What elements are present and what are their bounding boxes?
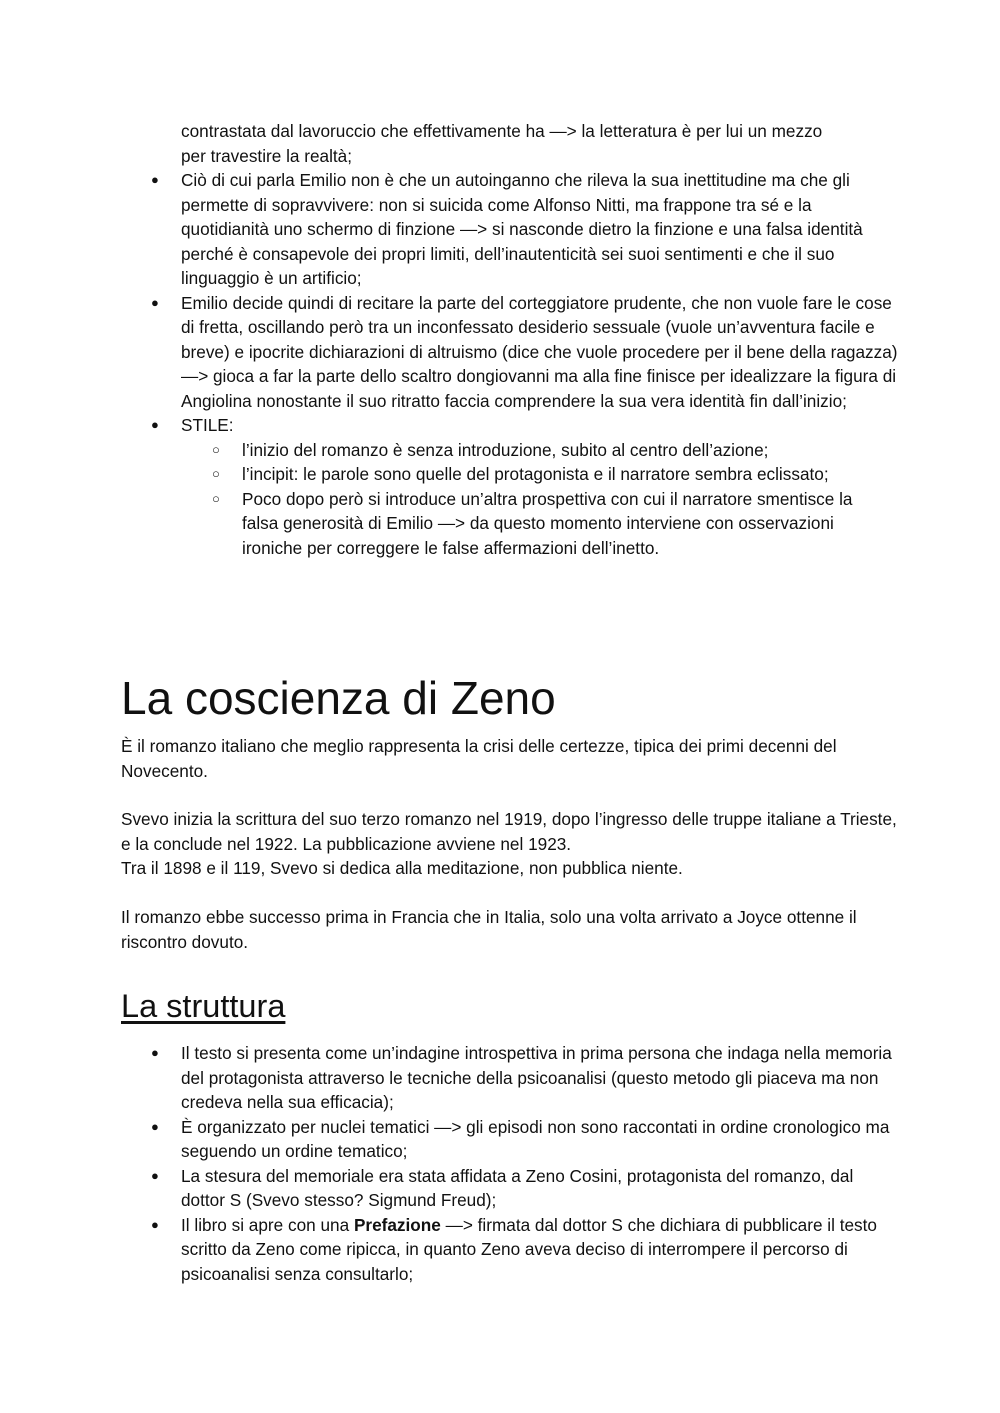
text-line: per travestire la realtà; — [181, 145, 352, 166]
paragraph: È il romanzo italiano che meglio rappresenta la crisi delle certezze, tipica dei primi decenni del Novecento. — [121, 736, 837, 781]
paragraph: Il romanzo ebbe successo prima in Francia che in Italia, solo una volta arrivato a Joyce ottenne il riscontro dovuto. — [121, 907, 857, 952]
stile-label: STILE: — [181, 415, 234, 435]
list-item: ● Il testo si presenta come un’indagine introspettiva in prima persona che indaga nella memoria del protagonista attraverso le tecniche della psicoanalisi (questo metodo gli piaceva ma non credeva nella sua efficacia); — [0, 1041, 901, 1115]
heading-la-struttura: La struttura — [121, 988, 286, 1024]
continued-bullet-text — [181, 119, 901, 168]
list-item: ● La stesura del memoriale era stata affidata a Zeno Cosini, protagonista del romanzo, dal dottor S (Svevo stesso? Sigmund Freud); — [0, 1164, 901, 1213]
text-run: Il libro si apre con una — [181, 1214, 354, 1235]
paragraph: Tra il 1898 e il 119, Svevo si dedica alla meditazione, non pubblica niente. — [121, 858, 683, 878]
sub-list-stile — [181, 438, 901, 561]
bullet-list-struttura — [0, 1041, 901, 1286]
sub-list-item: ○ l’inizio del romanzo è senza introduzione, subito al centro dell’azione; — [181, 438, 879, 463]
heading-la-coscienza-di-zeno: La coscienza di Zeno — [121, 672, 556, 724]
list-item: ● Ciò di cui parla Emilio non è che un autoinganno che rileva la sua inettitudine ma che gli permette di sopravvivere: non si suicida come Alfonso Nitti, ma frappone tra sé e la quotidianità uno schermo di finzione —> si nasconde dietro la finzione e una falsa identità perché è consapevole dei propri limiti, dell’inautenticità sei suoi sentimenti e che il suo linguaggio è un artificio; — [0, 168, 901, 291]
list-item-stile — [0, 413, 901, 560]
bold-term-prefazione: Prefazione — [353, 1214, 441, 1235]
bullet-list-senilita — [0, 168, 901, 560]
text-line: contrastata dal lavoruccio che effettivamente ha —> la letteratura è per lui un mezzo — [181, 121, 823, 141]
list-item — [0, 1213, 901, 1287]
text-run: —> firmata dal dottor S che dichiara di pubblicare il testo scritto da Zeno come ripicca, in quanto Zeno aveva deciso di interrompere il percorso di psicoanalisi senza consultarlo; — [181, 1214, 877, 1284]
sub-list-item: ○ Poco dopo però si introduce un’altra prospettiva con cui il narratore smentisce la falsa generosità di Emilio —> da questo momento interviene con osservazioni ironiche per correggere le false affermazioni dell’inetto. — [181, 487, 879, 561]
paragraph: Svevo inizia la scrittura del suo terzo romanzo nel 1919, dopo l’ingresso delle truppe italiane a Trieste, e la conclude nel 1922. La pubblicazione avviene nel 1923. — [121, 809, 897, 854]
list-item: ● È organizzato per nuclei tematici —> gli episodi non sono raccontati in ordine cronologico ma seguendo un ordine tematico; — [0, 1115, 901, 1164]
sub-list-item: ○ l’incipit: le parole sono quelle del protagonista e il narratore sembra eclissato; — [181, 462, 879, 487]
list-item: ● Emilio decide quindi di recitare la parte del corteggiatore prudente, che non vuole fare le cose di fretta, oscillando però tra un inconfessato desiderio sessuale (vuole un’avventura facile e breve) e ipocrite dichiarazioni di altruismo (dice che vuole procedere per il bene della ragazza) —> gioca a far la parte dello scaltro dongiovanni ma alla fine finisce per idealizzare la figura di Angiolina nonostante il suo ritratto faccia comprendere la sua vera identità fin dall’inizio; — [0, 291, 901, 414]
